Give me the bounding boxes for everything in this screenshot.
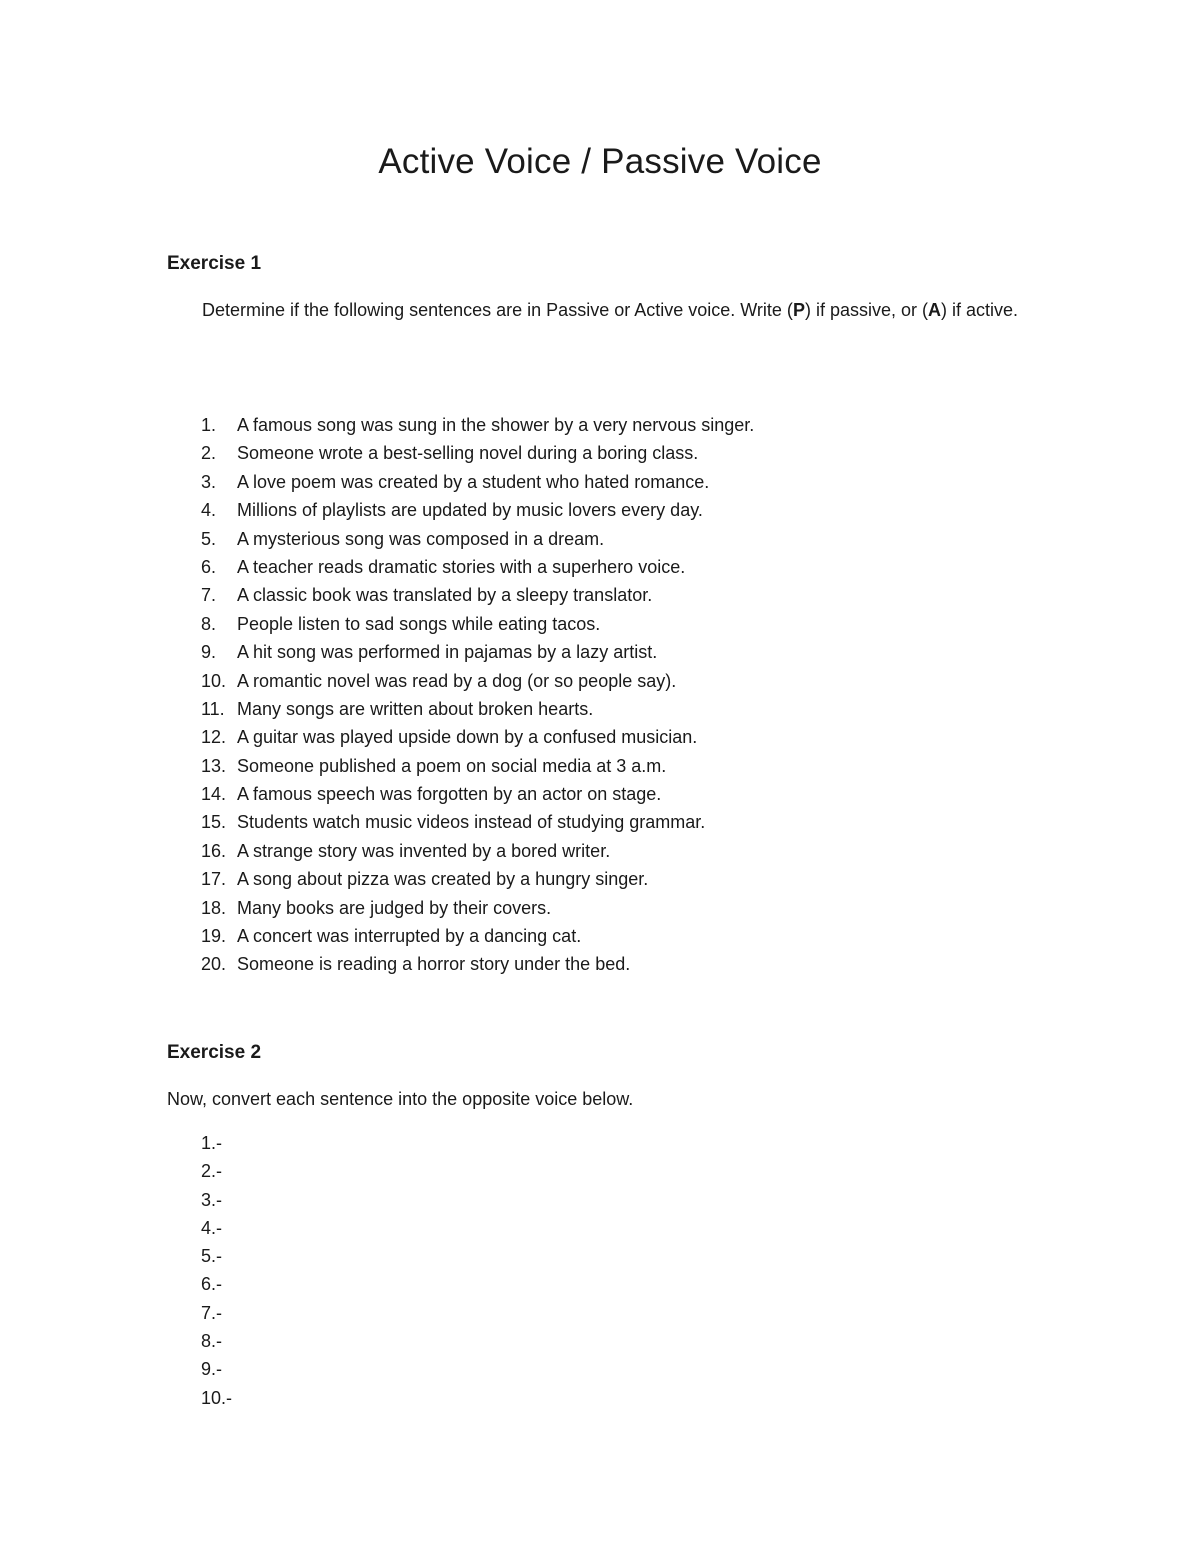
page-title: Active Voice / Passive Voice bbox=[378, 142, 822, 181]
exercise-1-heading: Exercise 1 bbox=[167, 253, 262, 274]
document-page: Active Voice / Passive Voice Exercise 1 Determine if the following sentences are in Passive or Active voice. Write (P) if passive, or (A) if active. 1. A famous song was sung in the shower by a very nervous singer. 2. Someone wrote a best-selling novel during a boring class. 3. A love poem was created by a student who hated romance. 4. Millions of playlists are updated by music lovers every day. 5. A mysterious song was composed in a dream. 6. A teacher reads dramatic stories with a superhero voice. 7. A classic book was translated by a sleepy translator. 8. People listen to sad songs while eating tacos. 9. A hit song was performed in pajamas by a lazy artist. 10. A romantic novel was read by a dog (or so people say). 11. Many songs are written about broken hearts. 12. A guitar was played upside down by a confused musician. 13. Someone published a poem on social media at 3 a.m. 14. A famous speech was forgotten by an actor on stage. 15. Students watch music videos instead of studying grammar. 16. A strange story was invented by a bored writer. 17. A song about pizza was created by a hungry singer. 18. Many books are judged by their covers. 19. A concert was interrupted by a dancing cat. 20. Someone is reading a horror story under the bed. Exercise 2 Now, convert each sentence into the opposite voice below. 1.- 2.- 3.- 4.- 5.- 6.- 7.- 8.- 9.- 10.- bbox=[0, 0, 1200, 1553]
exercise-1-instructions: Determine if the following sentences are in Passive or Active voice. Write (P) if passive, or (A) if active. bbox=[202, 300, 1019, 320]
exercise-2-instructions: Now, convert each sentence into the opposite voice below. bbox=[167, 1089, 634, 1109]
exercise-2-heading: Exercise 2 bbox=[167, 1042, 262, 1063]
